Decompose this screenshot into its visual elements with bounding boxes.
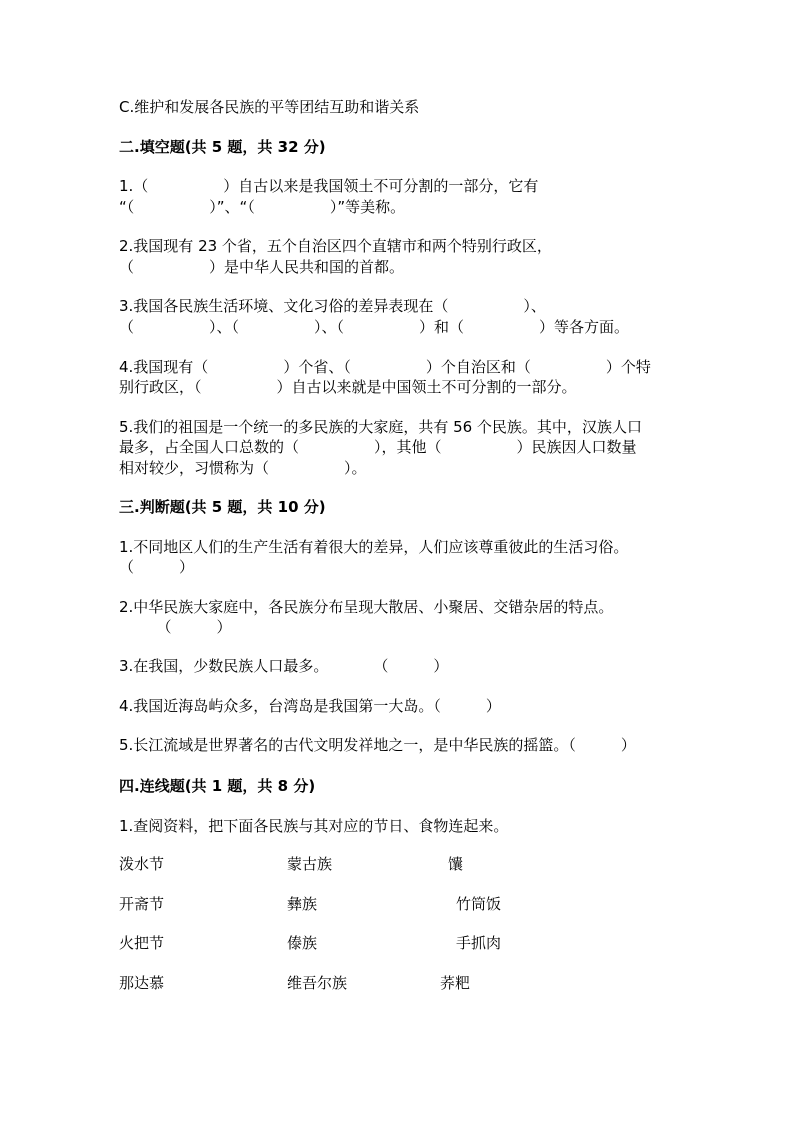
fill-q1-line1: 1.（ ）自古以来是我国领土不可分割的一部分，它有 (119, 177, 539, 195)
fill-q4-line1: 4.我国现有（ ）个省、（ ）个自治区和（ ）个特 (119, 358, 651, 376)
judge-q4: 4.我国近海岛屿众多，台湾岛是我国第一大岛。（ ） (119, 697, 501, 715)
matching-heading: 四.连线题(共 1 题，共 8 分) (119, 777, 316, 795)
festival-item: 火把节 (119, 934, 165, 952)
matching-q1: 1.查阅资料，把下面各民族与其对应的节日、食物连起来。 (119, 817, 509, 835)
people-item: 蒙古族 (287, 855, 333, 873)
people-item: 维吾尔族 (287, 974, 348, 992)
fill-q1-line2: “（ ）”、“（ ）”等美称。 (119, 198, 406, 216)
option-c: C.维护和发展各民族的平等团结互助和谐关系 (119, 98, 420, 116)
festival-item: 开斋节 (119, 895, 165, 913)
judge-q5: 5.长江流域是世界著名的古代文明发祥地之一，是中华民族的摇篮。（ ） (119, 736, 636, 754)
judge-q2-line2: （ ） (119, 618, 232, 636)
fill-q3-line2: （ ）、（ ）、（ ）和（ ）等各方面。 (119, 318, 630, 336)
fill-q5-line3: 相对较少，习惯称为（ ）。 (119, 459, 367, 477)
people-item: 彝族 (287, 895, 318, 913)
fill-q2-line1: 2.我国现有 23 个省，五个自治区四个直辖市和两个特别行政区， (119, 237, 552, 255)
food-item: 馕 (448, 855, 464, 873)
fill-q4-line2: 别行政区，（ ）自古以来就是中国领土不可分割的一部分。 (119, 378, 577, 396)
fill-q2-line2: （ ）是中华人民共和国的首都。 (119, 258, 405, 276)
festival-item: 泼水节 (119, 855, 165, 873)
judgement-heading: 三.判断题(共 5 题，共 10 分) (119, 498, 326, 516)
judge-q2-line1: 2.中华民族大家庭中，各民族分布呈现大散居、小聚居、交错杂居的特点。 (119, 598, 614, 616)
judge-q1-line1: 1.不同地区人们的生产生活有着很大的差异，人们应该尊重彼此的生活习俗。 (119, 538, 629, 556)
food-item: 手抓肉 (456, 934, 502, 952)
fill-q5-line1: 5.我们的祖国是一个统一的多民族的大家庭，共有 56 个民族。其中，汉族人口 (119, 418, 642, 436)
fill-q3-line1: 3.我国各民族生活环境、文化习俗的差异表现在（ ）、 (119, 297, 546, 315)
food-item: 荞粑 (440, 974, 471, 992)
fill-blank-heading: 二.填空题(共 5 题，共 32 分) (119, 138, 326, 156)
food-item: 竹筒饭 (456, 895, 502, 913)
people-item: 傣族 (287, 934, 318, 952)
fill-q5-line2: 最多，占全国人口总数的（ ），其他（ ）民族因人口数量 (119, 438, 637, 456)
judge-q3: 3.在我国，少数民族人口最多。 （ ） (119, 657, 449, 675)
judge-q1-line2: （ ） (119, 558, 195, 576)
festival-item: 那达慕 (119, 974, 165, 992)
